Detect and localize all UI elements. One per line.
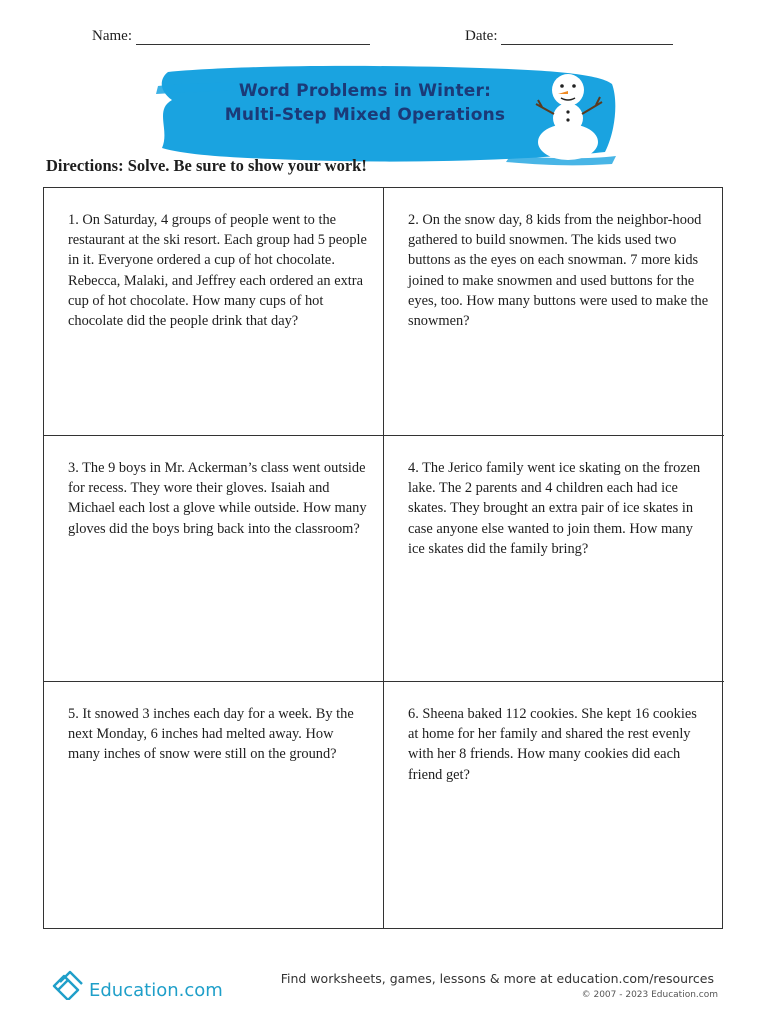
title-line-2: Multi-Step Mixed Operations (224, 105, 506, 125)
education-logo-icon (50, 966, 84, 1000)
title-line-1: Word Problems in Winter: (238, 81, 492, 101)
name-label: Name: (92, 28, 132, 44)
date-label: Date: (465, 28, 498, 44)
problem-cell-1[interactable]: 1. On Saturday, 4 groups of people went to the restaurant at the ski resort. Each group had 5 people in it. Everyone ordered a cup of hot chocolate. Rebecca, Malaki, and Jeffrey each ordered an extra cup of hot chocolate. How many cups of hot chocolate did the people drink that day? (44, 188, 384, 435)
date-field (465, 28, 673, 45)
problem-cell-3[interactable]: 3. The 9 boys in Mr. Ackerman’s class went outside for recess. They wore their gloves. Isaiah and Michael each lost a glove while outside. How many gloves did the boys bring back into the classroom? (44, 435, 384, 681)
problem-cell-4[interactable]: 4. The Jerico family went ice skating on the frozen lake. The 2 parents and 4 children each had ice skates. They brought an extra pair of ice skates in case anyone else wanted to join them. How many ice skates did the family bring? (384, 435, 724, 681)
name-blank-line[interactable] (136, 30, 370, 45)
date-blank-line[interactable] (501, 30, 673, 45)
name-field (92, 28, 370, 45)
education-logo-text[interactable]: Education.com (89, 980, 223, 1001)
footer-tagline[interactable]: Find worksheets, games, lessons & more at education.com/resources (280, 971, 714, 986)
problem-cell-5[interactable]: 5. It snowed 3 inches each day for a week. By the next Monday, 6 inches had melted away. How many inches of snow were still on the ground? (44, 681, 384, 928)
problem-cell-6[interactable]: 6. Sheena baked 112 cookies. She kept 16 cookies at home for her family and shared the rest evenly with her 8 friends. How many cookies did each friend get? (384, 681, 724, 928)
problem-cell-2[interactable]: 2. On the snow day, 8 kids from the neighbor-hood gathered to build snowmen. The kids used two buttons as the eyes on each snowman. 7 more kids joined to make snowmen and used buttons for the eyes, too. How many buttons were used to make the snowmen? (408, 212, 709, 330)
directions-text: Directions: Solve. Be sure to show your work! (46, 156, 367, 175)
problem-grid (43, 187, 723, 929)
footer-copyright: © 2007 - 2023 Education.com (581, 990, 718, 1000)
